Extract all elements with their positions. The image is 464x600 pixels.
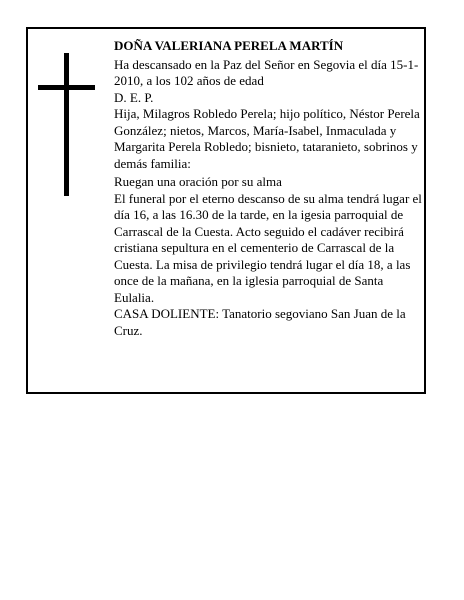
family-list: Hija, Milagros Robledo Perela; hijo político, Néstor Perela González; nietos, Marcos, María-Isabel, Inmaculada y Margarita Perela Robledo; bisnieto, tataranieto, sobrinos y demás familia:: [114, 106, 420, 171]
obituary-text: [114, 38, 422, 339]
cross-icon-crossbar: [38, 85, 95, 90]
cross-icon: [64, 53, 69, 196]
deceased-name: DOÑA VALERIANA PERELA MARTÍN: [114, 38, 344, 53]
funeral-details: El funeral por el eterno descanso de su alma tendrá lugar el día 16, a las 16.30 de la tarde, en la igesia parroquial de Carrascal de la Cuesta. Acto seguido el cadáver recibirá cristiana sepultura en el cementerio de Carrascal de la Cuesta. La misa de privilegio tendrá lugar el día 18, a las once de la mañana, en la iglesia parroquial de Santa Eulalia.: [114, 190, 422, 305]
prayer-request: Ruegan una oración por su alma: [114, 174, 282, 189]
rest-in-peace: D. E. P.: [114, 89, 154, 105]
mourning-house: CASA DOLIENTE: Tanatorio segoviano San Juan de la Cruz.: [114, 306, 406, 338]
death-statement: Ha descansado en la Paz del Señor en Segovia el día 15-1-2010, a los 102 años de edad: [114, 56, 419, 88]
